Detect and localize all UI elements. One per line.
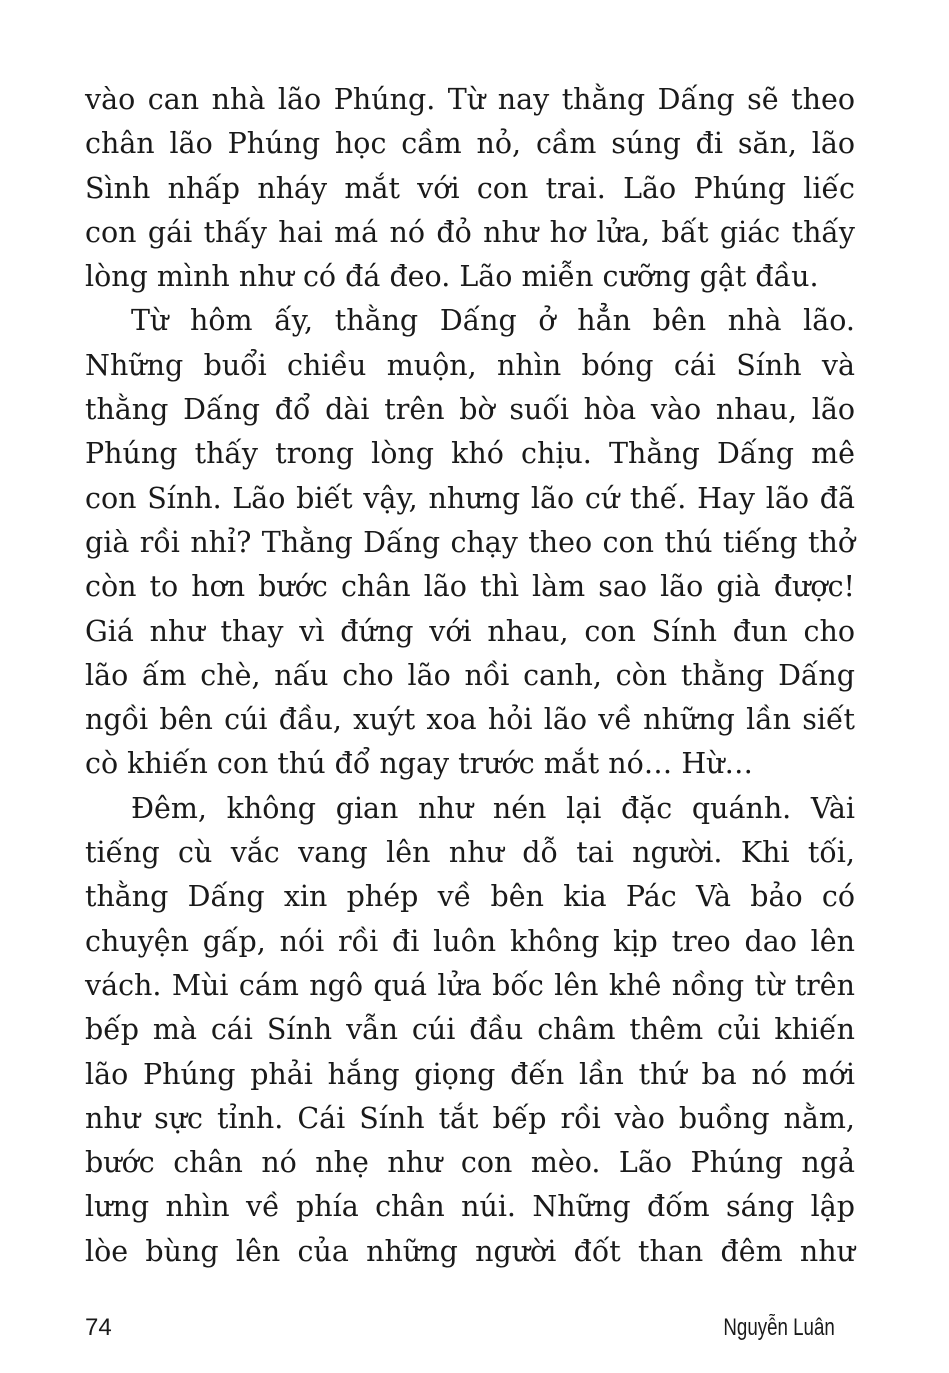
text-line: con gái thấy hai má nó đỏ như hơ lửa, bất giác thấy: [85, 215, 855, 249]
text-line: Giá như thay vì đứng với nhau, con Sính đun cho: [85, 614, 855, 648]
text-line: bước chân nó nhẹ như con mèo. Lão Phúng ngả: [85, 1146, 855, 1180]
text-line: Phúng thấy trong lòng khó chịu. Thằng Dấng mê: [85, 437, 855, 471]
text-line: còn to hơn bước chân lão thì làm sao lão già được!: [85, 570, 855, 604]
text-line: thằng Dấng xin phép về bên kia Pác Và bảo có: [85, 880, 855, 914]
paragraph-3: [85, 787, 855, 1274]
text-line: thằng Dấng đổ dài trên bờ suối hòa vào nhau, lão: [85, 393, 855, 427]
text-line: Từ hôm ấy, thằng Dấng ở hẳn bên nhà lão.: [131, 304, 855, 338]
text-line: con Sính. Lão biết vậy, nhưng lão cứ thế. Hay lão đã: [85, 481, 855, 515]
text-line: vào can nhà lão Phúng. Từ nay thằng Dấng sẽ theo: [85, 83, 855, 116]
text-line: Những buổi chiều muộn, nhìn bóng cái Sính và: [85, 348, 855, 382]
text-line: già rồi nhỉ? Thằng Dấng chạy theo con thú tiếng thở: [85, 525, 855, 559]
text-line: Sình nhấp nháy mắt với con trai. Lão Phúng liếc: [85, 171, 855, 205]
text-line: chân lão Phúng học cầm nỏ, cầm súng đi săn, lão: [85, 127, 855, 161]
text-line: tiếng cù vắc vang lên như dỗ tai người. Khi tối,: [85, 836, 855, 870]
page-footer: [85, 1308, 835, 1348]
text-line: chuyện gấp, nói rồi đi luôn không kịp treo dao lên: [85, 924, 855, 958]
text-line: cò khiến con thú đổ ngay trước mắt nó… Hừ…: [85, 747, 754, 781]
text-line: Đêm, không gian như nén lại đặc quánh. Vài: [131, 791, 855, 825]
page-body: [85, 78, 855, 1274]
text-line: lòng mình như có đá đeo. Lão miễn cưỡng gật đầu.: [85, 260, 819, 294]
text-line: lão Phúng phải hắng giọng đến lần thứ ba nó mới: [85, 1057, 855, 1091]
text-line: như sực tỉnh. Cái Sính tắt bếp rồi vào buồng nằm,: [85, 1101, 855, 1135]
paragraph-2: [85, 299, 855, 786]
text-line: vách. Mùi cám ngô quá lửa bốc lên khê nồng từ trên: [85, 968, 855, 1002]
text-line: lòe bùng lên của những người đốt than đêm như: [85, 1234, 855, 1268]
text-line: bếp mà cái Sính vẫn cúi đầu châm thêm củi khiến: [85, 1013, 855, 1047]
paragraph-1: [85, 78, 855, 299]
text-line: lão ấm chè, nấu cho lão nồi canh, còn thằng Dấng: [85, 658, 855, 692]
text-line: ngồi bên cúi đầu, xuýt xoa hỏi lão về những lần siết: [85, 703, 855, 737]
text-line: lưng nhìn về phía chân núi. Những đốm sáng lập: [85, 1190, 855, 1224]
page-number: 74: [85, 1314, 112, 1341]
author-name: Nguyễn Luân: [723, 1314, 835, 1341]
